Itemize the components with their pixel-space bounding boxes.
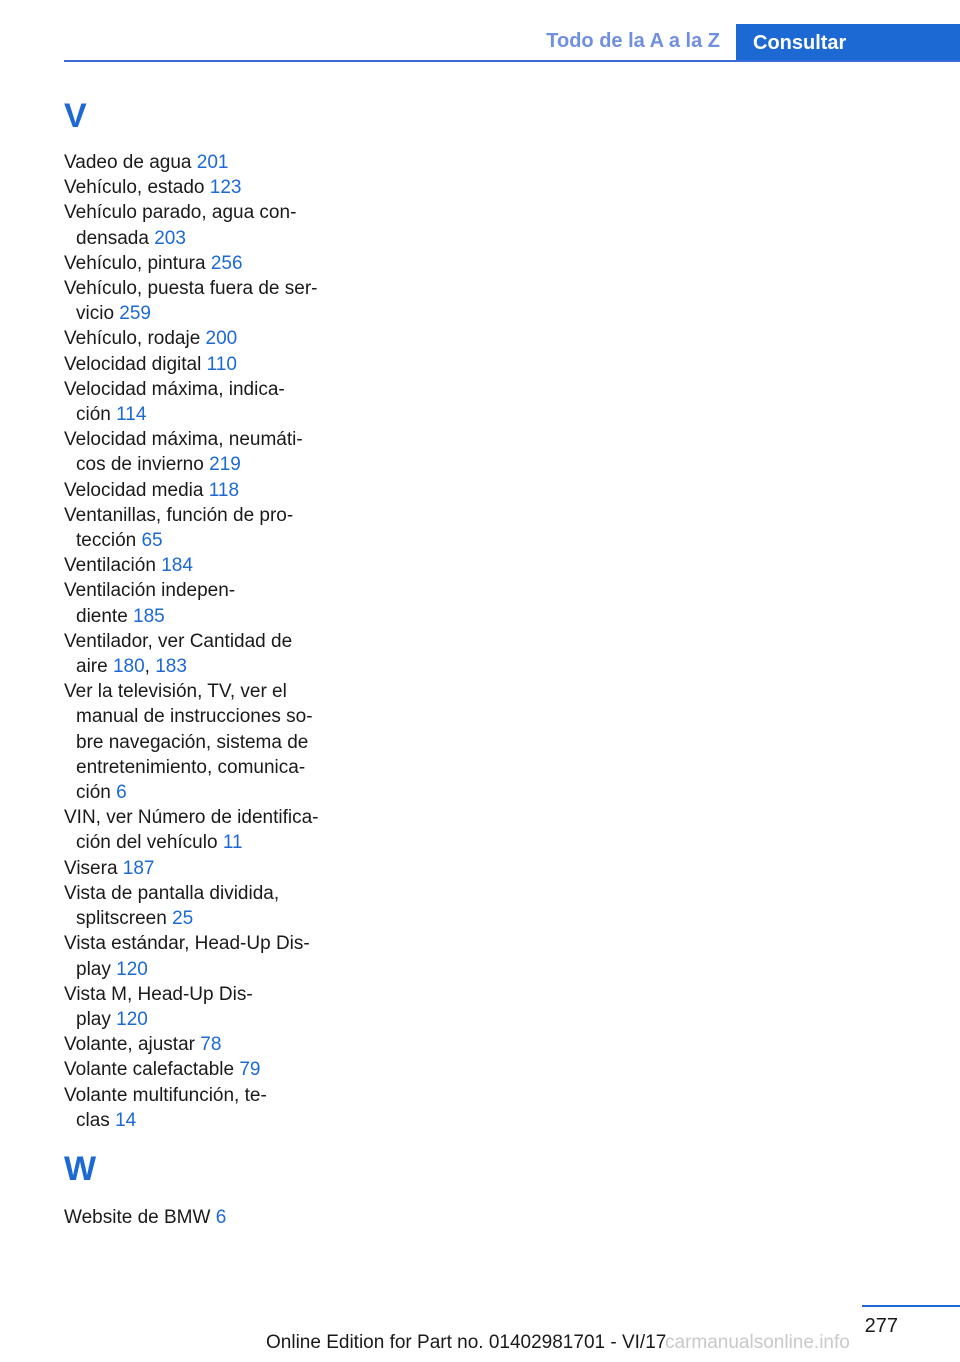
index-term-line: Vista M, Head-Up Dis- [64, 983, 253, 1005]
index-entry [64, 553, 344, 578]
index-entry [64, 478, 344, 503]
index-entry [64, 931, 344, 981]
index-term-line: Velocidad máxima, neumáti- [64, 429, 303, 451]
index-letter-heading: W [64, 1149, 97, 1188]
page-reference-link[interactable]: 123 [209, 177, 242, 199]
index-term-line: tección [76, 530, 142, 552]
index-term-line: splitscreen [76, 908, 173, 930]
index-letter-heading: V [64, 97, 87, 135]
index-term-line: VIN, ver Número de identifica- [64, 807, 319, 829]
index-term-line: Volante calefactable [64, 1059, 240, 1081]
index-term-line: entretenimiento, comunica- [76, 756, 306, 778]
index-entry [64, 1032, 344, 1057]
index-term-line: Vadeo de agua [64, 152, 197, 173]
watermark: carmanualsonline.info [665, 1332, 850, 1353]
chapter-tab [736, 24, 960, 62]
index-entry [64, 175, 344, 200]
index-term-line: Vehículo, puesta fuera de ser- [64, 278, 318, 300]
page-reference-link[interactable]: 6 [116, 782, 127, 804]
index-term-line: Velocidad máxima, indica- [64, 378, 285, 400]
page-reference-link[interactable]: 114 [116, 404, 147, 426]
index-term-line: Ventilación indepen- [64, 580, 236, 602]
page-reference-link[interactable]: 118 [208, 479, 240, 501]
page-reference-link[interactable]: 219 [209, 454, 241, 476]
index-term-line: play [76, 1008, 117, 1030]
index-term-line: cos de invierno [76, 454, 210, 476]
index-entry [64, 251, 344, 276]
chapter-tab-label: Consultar [753, 31, 847, 54]
page-reference-link[interactable]: 120 [116, 958, 148, 980]
page-reference-link[interactable]: 183 [155, 656, 187, 678]
page-reference-link[interactable]: 259 [119, 303, 151, 325]
index-term-line: manual de instrucciones so- [76, 706, 313, 728]
index-term-line: Ventilador, ver Cantidad de [64, 630, 293, 652]
index-term-line: Website de BMW [64, 1206, 216, 1228]
page-reference-link[interactable]: 120 [116, 1008, 148, 1030]
index-term-line: bre navegación, sistema de [76, 731, 309, 753]
index-entry [64, 982, 344, 1032]
index-entry [64, 427, 344, 477]
page-reference-link[interactable]: 185 [133, 605, 165, 627]
index-entry [64, 326, 344, 351]
index-entry [64, 276, 344, 326]
index-entry [64, 377, 344, 427]
index-term-line: Velocidad media [64, 479, 209, 501]
section-title: Todo de la A a la Z [546, 30, 720, 52]
index-entry [64, 578, 344, 628]
index-entry [64, 503, 344, 553]
index-term-line: aire [76, 656, 113, 678]
page-reference-link[interactable]: 180 [112, 656, 145, 678]
index-term-line: vicio [76, 303, 120, 325]
reference-separator: , [144, 656, 156, 678]
index-entry [64, 856, 344, 881]
index-term-line: ción [76, 404, 117, 426]
page-reference-link[interactable]: 184 [161, 555, 193, 577]
page-reference-link[interactable]: 6 [215, 1206, 227, 1228]
index-entry [64, 150, 344, 175]
page-reference-link[interactable]: 25 [172, 908, 194, 930]
index-term-line: Visera [64, 857, 123, 879]
index-term-line: Ver la televisión, TV, ver el [64, 681, 287, 703]
index-entry [64, 1083, 344, 1133]
index-term-line: Volante multifunción, te- [64, 1084, 267, 1106]
index-term-line: Velocidad digital [64, 353, 207, 375]
page-reference-link[interactable]: 65 [141, 530, 163, 552]
page-reference-link[interactable]: 79 [239, 1059, 261, 1081]
index-term-line: Vista estándar, Head-Up Dis- [64, 933, 310, 955]
index-entry [64, 1205, 344, 1230]
index-term-line: ción del vehículo [76, 832, 223, 854]
page-reference-link[interactable]: 203 [154, 227, 186, 249]
page-reference-link[interactable]: 110 [206, 353, 237, 375]
index-term-line: ción [76, 782, 117, 804]
index-entry [64, 629, 344, 679]
page-reference-link[interactable]: 78 [200, 1034, 222, 1056]
index-entry [64, 352, 344, 377]
index-entry [64, 679, 344, 805]
index-term-line: Vista de pantalla dividida, [64, 882, 280, 904]
index-term-line: play [76, 958, 117, 980]
index-term-line: densada [76, 227, 155, 249]
page-number-rule [862, 1305, 960, 1307]
index-term-line: Vehículo, pintura [64, 252, 211, 274]
index-term-line: Vehículo parado, agua con- [64, 202, 297, 224]
index-term-line: diente [76, 605, 134, 627]
page-reference-link[interactable]: 256 [210, 252, 243, 274]
alphabetical-index [64, 96, 344, 1230]
page-reference-link[interactable]: 200 [205, 328, 238, 350]
page-number: 277 [864, 1315, 898, 1337]
edition-note: Online Edition for Part no. 01402981701 - VI/17 [266, 1332, 667, 1353]
page-reference-link[interactable]: 187 [122, 857, 155, 879]
index-entry [64, 881, 344, 931]
page-reference-link[interactable]: 201 [196, 152, 229, 173]
page-reference-link[interactable]: 11 [222, 832, 243, 854]
header-rule [64, 60, 960, 62]
page-header [0, 0, 960, 62]
index-entry [64, 805, 344, 855]
index-term-line: clas [76, 1109, 116, 1131]
page-reference-link[interactable]: 14 [115, 1109, 137, 1131]
index-entry [64, 1057, 344, 1082]
index-entry [64, 200, 344, 250]
index-term-line: Volante, ajustar [64, 1034, 201, 1056]
index-term-line: Vehículo, rodaje [64, 328, 206, 350]
index-term-line: Vehículo, estado [64, 177, 210, 199]
index-term-line: Ventanillas, función de pro- [64, 504, 294, 526]
index-term-line: Ventilación [64, 555, 162, 577]
